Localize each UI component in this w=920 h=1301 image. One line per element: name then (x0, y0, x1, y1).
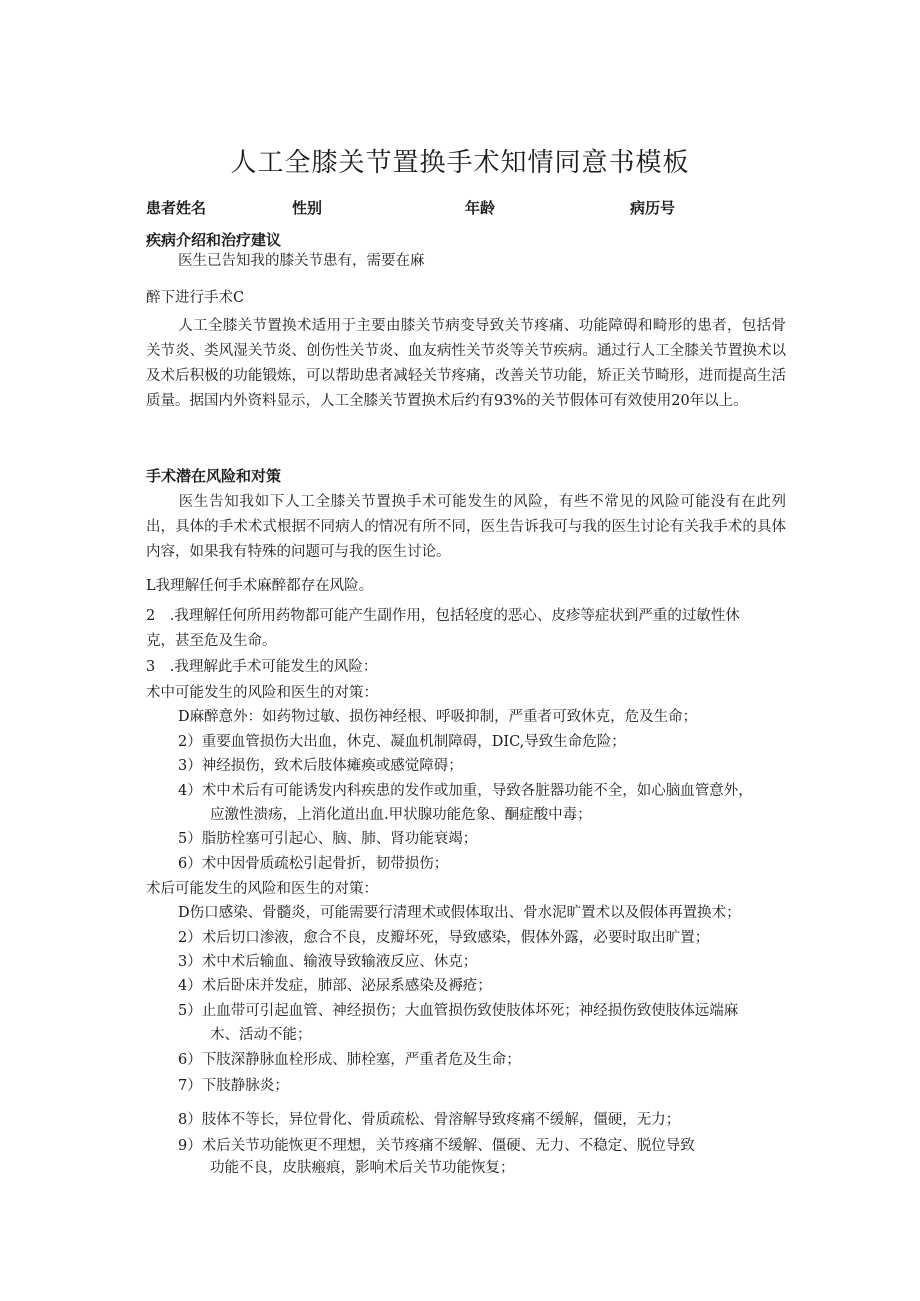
post-risk-item: 4）术后卧床并发症，肺部、泌尿系感染及褥疮； (178, 978, 492, 994)
gender-label: 性别 (292, 199, 323, 217)
post-risk-item: 6）下肢深静脉血栓形成、肺栓塞，严重者危及生命； (178, 1052, 521, 1068)
section-heading-risks: 手术潜在风险和对策 (146, 467, 282, 485)
postoperative-heading: 术后可能发生的风险和医生的对策： (146, 881, 378, 897)
surgery-description-paragraph (146, 314, 786, 414)
intraoperative-heading: 术中可能发生的风险和医生的对策： (146, 685, 378, 701)
age-label: 年龄 (465, 199, 496, 217)
diagnosis-line: 医生已告知我的膝关节患有，需要在麻 (178, 253, 425, 269)
section-heading-disease: 疾病介绍和治疗建议 (146, 231, 282, 249)
surgery-description-text: 人工全膝关节置换术适用于主要由膝关节病变导致关节疼痛、功能障碍和畸形的患者，包括骨关节炎、类风湿关节炎、创伤性关节炎、血友病性关节炎等关节疾病。通过行人工全膝关节置换术以及术后积极的功能锻炼，可以帮助患者减轻关节疼痛，改善关节功能，矫正关节畸形，进而提高生活质量。据国内外资料显示，人工全膝关节置换术后约有93%的关节假体可有效使用20年以上。 (146, 318, 786, 409)
intra-risk-item: 4）术中术后有可能诱发内科疾患的发作或加重，导致各脏器功能不全，如心脑血管意外， (178, 783, 753, 799)
risk-item-1: L我理解任何手术麻醉都存在风险。 (146, 578, 374, 594)
post-risk-item: 7）下肢静脉炎； (178, 1078, 289, 1094)
patient-name-label: 患者姓名 (146, 199, 207, 217)
document-title: 人工全膝关节置换手术知情同意书模板 (230, 148, 690, 178)
post-risk-item-continued: 功能不良，皮肤瘢痕，影响术后关节功能恢复； (210, 1160, 515, 1176)
intra-risk-item: 6）术中因骨质疏松引起骨折，韧带损伤； (178, 856, 449, 872)
risk-intro-paragraph (146, 490, 786, 565)
intra-risk-item: 2）重要血管损伤大出血，休克、凝血机制障碍，DIC,导致生命危险； (178, 734, 626, 750)
post-risk-item: D伤口感染、骨髓炎，可能需要行清理术或假体取出、骨水泥旷置术以及假体再置换术； (178, 905, 741, 921)
risk-intro-text: 医生告知我如下人工全膝关节置换手术可能发生的风险，有些不常见的风险可能没有在此列出，具体的手术术式根据不同病人的情况有所不同，医生告诉我可与我的医生讨论有关我手术的具体内容，如果我有特殊的问题可与我的医生讨论。 (146, 494, 786, 560)
post-risk-item: 8）肢体不等长，异位骨化、骨质疏松、骨溶解导致疼痛不缓解，僵硬，无力； (178, 1112, 681, 1128)
intra-risk-item: D麻醉意外：如药物过敏、损伤神经根、呼吸抑制，严重者可致休克，危及生命； (178, 709, 698, 725)
record-number-label: 病历号 (630, 199, 676, 217)
intra-risk-item-continued: 应激性溃疡，上消化道出血.甲状腺功能危象、酮症酸中毒； (210, 807, 592, 823)
intra-risk-item: 3）神经损伤，致术后肢体瘫痪或感觉障碍； (178, 758, 463, 774)
risk-item-2: 2 .我理解任何所用药物都可能产生副作用，包括轻度的恶心、皮疹等症状到严重的过敏性休 (146, 608, 740, 624)
post-risk-item-continued: 木、活动不能； (210, 1027, 312, 1043)
anesthesia-line: 醉下进行手术C (146, 290, 245, 306)
intra-risk-item: 5）脂肪栓塞可引起心、脑、肺、肾功能衰竭； (178, 831, 478, 847)
risk-item-2-continued: 克，甚至危及生命。 (146, 633, 277, 649)
post-risk-item: 3）术中术后输血、输液导致输液反应、休克； (178, 954, 478, 970)
post-risk-item: 5）止血带可引起血管、神经损伤；大血管损伤致使肢体坏死；神经损伤致使肢体远端麻 (178, 1003, 739, 1019)
post-risk-item: 2）术后切口渗液，愈合不良，皮瓣坏死，导致感染，假体外露，必要时取出旷置； (178, 930, 710, 946)
risk-item-3: 3 .我理解此手术可能发生的风险： (146, 659, 378, 675)
post-risk-item: 9）术后关节功能恢更不理想，关节疼痛不缓解、僵硬、无力、不稳定、脱位导致 (178, 1138, 695, 1154)
